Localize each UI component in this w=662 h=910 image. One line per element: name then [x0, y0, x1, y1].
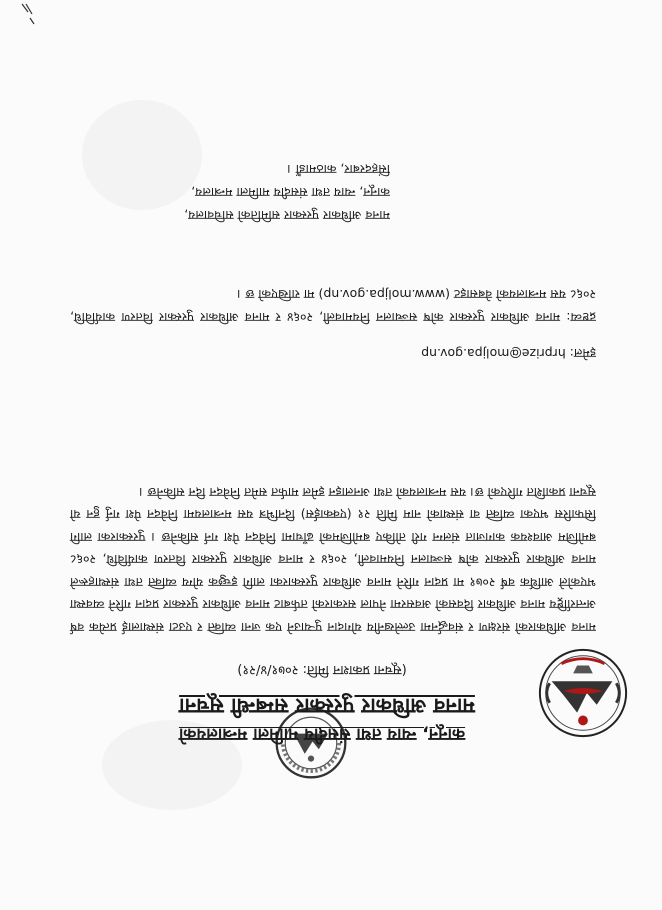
- nepal-government-emblem-icon: [534, 644, 632, 742]
- publication-date: (सूचना प्रकाशन मिति: २०७१/४/२१): [237, 662, 407, 677]
- scan-smudge: [102, 720, 242, 810]
- corner-pen-mark-icon: [18, 0, 42, 28]
- email-line: इमेल: hrprize@moljpa.gov.np: [421, 346, 596, 361]
- ministry-heading: कानून, न्याय तथा संसदीय मामिला मन्त्रालयको: [178, 724, 466, 744]
- address-line-location: सिंहदरबार, काठमाडौं ।: [287, 162, 390, 177]
- note-paragraph: द्रष्टव्य: मानव अधिकार पुरस्कार कोष सञ्चालन नियमावली, २०६४ र मानव अधिकार पुरस्कार वितरण कार्यविधि, २०६८ यस मन्त्रालयको वेबसाइट (www.moljpa.gov.np) मा राखिएको छ ।: [70, 287, 596, 325]
- notice-body-paragraph: मानव अधिकारको संरक्षण र संवर्द्धनमा उल्लेखनीय योगदान पुऱ्याउने एक जना व्यक्ति र एउटा संस्थालाई प्रत्येक वर्ष अन्तर्राष्ट्रिय मानव अधिकार दिवसको अवसरमा नेपाल सरकारको तर्फबाट मानव अधिकार पुरस्कार प्रदान गरिने व्यवस्था भएकोले आर्थिक वर्ष २०७१ मा प्रदान गरिने मानव अधिकार पुरस्कारका लागि इच्छुक योग्य व्यक्ति तथा संस्थाहरूले मानव अधिकार पुरस्कार कोष सञ्चालन नियमावली, २०६४ र मानव अधिकार पुरस्कार वितरण कार्यविधि, २०६८ बमोजिम आवश्यक कागजात संलग्न गरी तोकिए बमोजिमको ढाँचामा निवेदन पेश गर्न सकिनेछ । पुरस्कारका लागि सिफारिस भएका व्यक्ति वा संस्थाको नाम मिति २१ (एक्काईस) दिनभित्र यस मन्त्रालयमा निवेदन पेश गर्नु हुन यो सूचना प्रकाशित गरिएको छ। यस मन्त्रालयको तथा अनलाइन इमेल मार्फत समेत निवेदन दिन सकिनेछ ।: [70, 485, 596, 635]
- address-line-secretariat: मानव अधिकार पुरस्कार समितिको सचिवालय,: [184, 208, 390, 223]
- scan-smudge: [82, 100, 202, 210]
- notice-title: मानव अधिकार पुरस्कार सम्बन्धी सूचना: [179, 694, 475, 718]
- address-line-ministry: कानून, न्याय तथा संसदीय मामिला मन्त्रालय,: [191, 185, 390, 200]
